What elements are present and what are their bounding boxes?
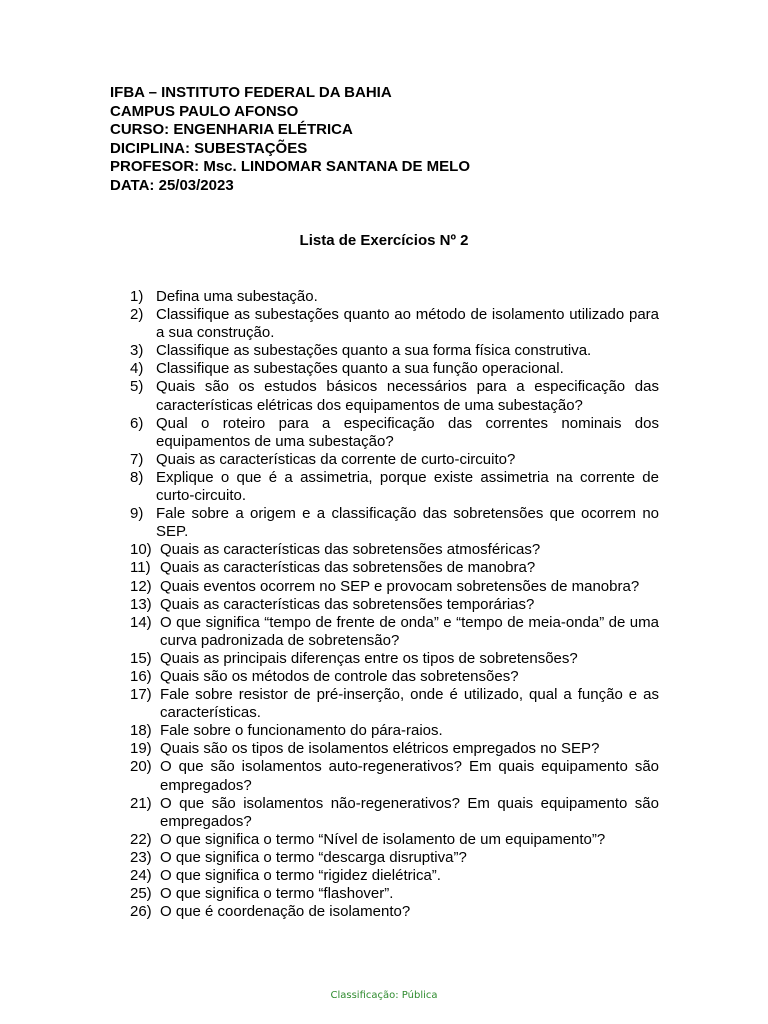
question-item (130, 758, 659, 794)
question-text: Fale sobre a origem e a classificação das sobretensões que ocorrem no SEP. (156, 505, 659, 541)
question-item (130, 903, 659, 921)
course-line: CURSO: ENGENHARIA ELÉTRICA (110, 121, 353, 138)
question-text: Classifique as subestações quanto a sua função operacional. (156, 360, 564, 378)
question-number: 25) (130, 885, 152, 903)
question-text: Explique o que é a assimetria, porque existe assimetria na corrente de curto-circuito. (156, 468, 659, 505)
question-number: 8) (130, 468, 144, 486)
question-item (130, 740, 659, 758)
question-number: 23) (130, 848, 152, 866)
question-text: Quais são os métodos de controle das sobretensões? (160, 667, 519, 685)
question-item (130, 342, 659, 360)
question-text: Quais as principais diferenças entre os tipos de sobretensões? (160, 649, 578, 667)
question-item (130, 686, 659, 722)
question-number: 17) (130, 686, 152, 704)
question-number: 10) (130, 541, 152, 559)
question-text: Defina uma subestação. (156, 288, 318, 305)
question-item (130, 867, 659, 885)
question-item (130, 578, 659, 596)
question-item (130, 415, 659, 451)
question-item (130, 849, 659, 867)
question-text: O que é coordenação de isolamento? (160, 903, 411, 921)
question-number: 15) (130, 649, 152, 667)
question-number: 9) (130, 505, 144, 523)
question-text: Quais são os tipos de isolamentos elétricos empregados no SEP? (160, 740, 600, 758)
question-text: Fale sobre resistor de pré-inserção, onde é utilizado, qual a função e as características. (160, 686, 659, 722)
question-text: Fale sobre o funcionamento do pára-raios. (160, 722, 443, 740)
question-number: 5) (130, 378, 144, 396)
question-item (130, 885, 659, 903)
discipline-line: DICIPLINA: SUBESTAÇÕES (110, 139, 308, 157)
question-number: 6) (130, 414, 144, 432)
question-item (130, 722, 659, 740)
question-number: 19) (130, 740, 152, 758)
question-text: Quais as características da corrente de curto-circuito? (156, 450, 516, 468)
question-item (130, 831, 659, 849)
question-number: 7) (130, 450, 144, 468)
question-item (130, 505, 659, 541)
question-number: 26) (130, 903, 152, 921)
question-text: O que significa o termo “Nível de isolamento de um equipamento”? (160, 830, 606, 848)
document-header (110, 84, 470, 195)
classification-footer: Classificação: Pública (330, 990, 438, 1001)
question-number: 24) (130, 867, 152, 884)
question-item (130, 288, 659, 306)
question-item (130, 306, 659, 342)
question-text: O que significa o termo “flashover”. (160, 885, 394, 903)
question-item (130, 360, 659, 378)
question-text: O que são isolamentos não-regenerativos? Em quais equipamento são empregados? (160, 794, 659, 830)
question-text: Quais as características das sobretensões temporárias? (160, 595, 535, 613)
question-text: O que significa “tempo de frente de onda” e “tempo de meia-onda” de uma curva padronizada de sobretensão? (160, 613, 659, 649)
date-line: DATA: 25/03/2023 (110, 176, 234, 194)
question-text: O que são isolamentos auto-regenerativos? Em quais equipamento são empregados? (160, 758, 659, 794)
question-number: 13) (130, 595, 152, 613)
question-text: O que significa o termo “rigidez dielétrica”. (160, 867, 441, 884)
question-text: Quais as características das sobretensões de manobra? (160, 559, 536, 577)
professor-line: PROFESOR: Msc. LINDOMAR SANTANA DE MELO (110, 158, 471, 175)
question-number: 12) (130, 577, 152, 595)
question-item (130, 614, 659, 650)
question-number: 18) (130, 722, 152, 740)
question-number: 2) (130, 306, 144, 324)
question-item (130, 541, 659, 559)
question-number: 21) (130, 794, 152, 812)
question-text: Qual o roteiro para a especificação das correntes nominais dos equipamentos de uma subestação? (156, 414, 659, 450)
question-item (130, 650, 659, 668)
question-text: O que significa o termo “descarga disruptiva”? (160, 848, 467, 866)
question-number: 11) (130, 559, 151, 577)
question-number: 16) (130, 667, 152, 685)
question-item (130, 795, 659, 831)
question-item (130, 559, 659, 577)
question-number: 22) (130, 830, 152, 848)
question-list (130, 288, 659, 921)
institution-line: IFBA – INSTITUTO FEDERAL DA BAHIA (110, 84, 392, 101)
question-item (130, 378, 659, 414)
question-item (130, 596, 659, 614)
question-item (130, 668, 659, 686)
campus-line: CAMPUS PAULO AFONSO (110, 102, 299, 120)
question-number: 20) (130, 758, 152, 776)
question-number: 3) (130, 342, 144, 360)
question-number: 1) (130, 288, 144, 305)
question-item (130, 469, 659, 505)
question-text: Quais eventos ocorrem no SEP e provocam sobretensões de manobra? (160, 577, 640, 595)
question-text: Classifique as subestações quanto a sua forma física construtiva. (156, 342, 592, 360)
question-text: Quais são os estudos básicos necessários para a especificação das características elétricas dos equipamentos de uma subestação? (156, 378, 659, 414)
question-text: Classifique as subestações quanto ao método de isolamento utilizado para a sua construção. (156, 306, 659, 342)
question-number: 14) (130, 613, 152, 631)
question-number: 4) (130, 360, 144, 378)
question-text: Quais as características das sobretensões atmosféricas? (160, 541, 541, 559)
exercise-list-title: Lista de Exercícios Nº 2 (299, 232, 469, 249)
question-item (130, 451, 659, 469)
